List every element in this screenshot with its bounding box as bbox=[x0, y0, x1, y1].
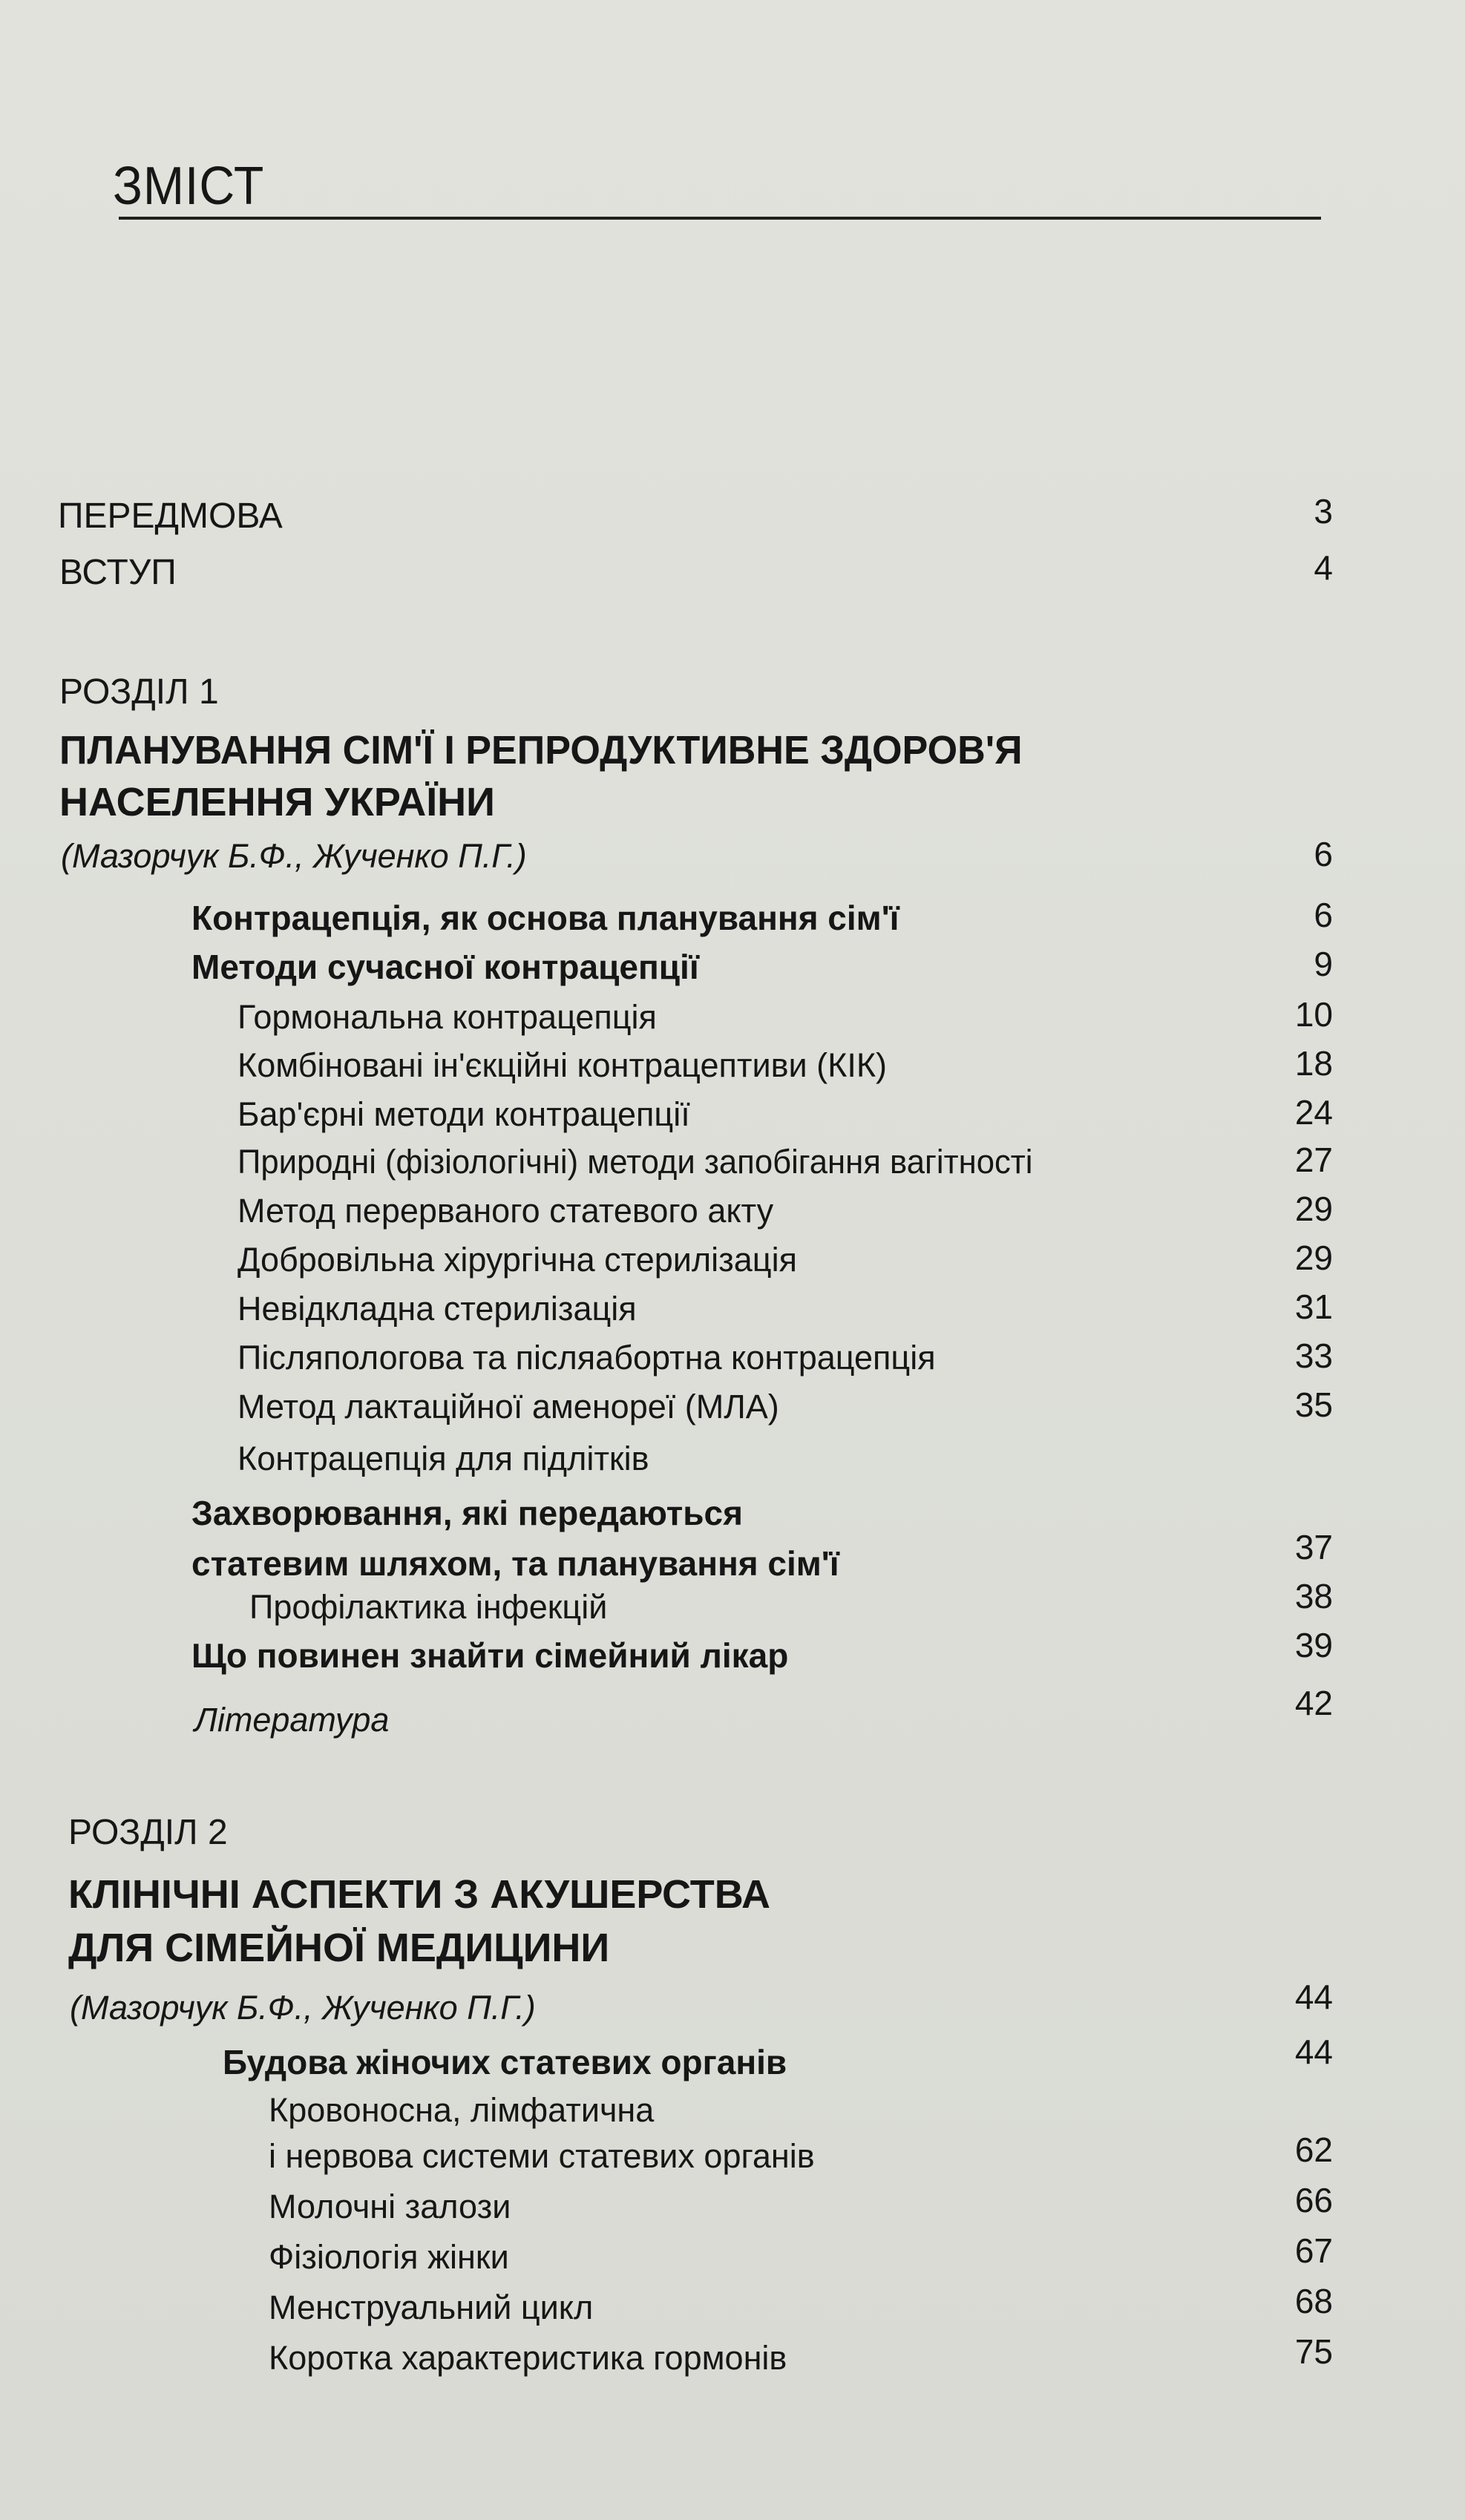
toc-page-number: 29 bbox=[1294, 1190, 1333, 1228]
toc-entry-introduction[interactable] bbox=[59, 552, 177, 593]
chapter-2-title-line2: ДЛЯ СІМЕЙНОЇ МЕДИЦИНИ bbox=[68, 1926, 610, 1970]
toc-page-number: 9 bbox=[1314, 945, 1333, 983]
toc-entry[interactable]: Будова жіночих статевих органів bbox=[223, 2043, 787, 2081]
chapter-2-authors: (Мазорчук Б.Ф., Жученко П.Г.) bbox=[70, 1989, 536, 2027]
toc-page-number: 39 bbox=[1294, 1626, 1333, 1664]
toc-page-number: 6 bbox=[1314, 835, 1333, 873]
toc-entry[interactable]: Профілактика інфекцій bbox=[249, 1588, 608, 1626]
toc-entry[interactable]: Контрацепція, як основа планування сім'ї bbox=[191, 899, 899, 937]
toc-entry[interactable]: Невідкладна стерилізація bbox=[237, 1290, 637, 1328]
chapter-2-label: РОЗДІЛ 2 bbox=[68, 1813, 228, 1852]
toc-page-number: 44 bbox=[1294, 2032, 1333, 2071]
toc-entry[interactable]: і нервова системи статевих органів bbox=[269, 2137, 815, 2175]
toc-page-number: 42 bbox=[1294, 1684, 1333, 1722]
toc-entry[interactable]: Післяпологова та післяабортна контрацепція bbox=[237, 1339, 936, 1377]
toc-entry[interactable]: статевим шляхом, та планування сім'ї bbox=[191, 1544, 839, 1583]
toc-entry[interactable]: Захворювання, які передаються bbox=[191, 1494, 743, 1532]
toc-entry[interactable]: Контрацепція для підлітків bbox=[237, 1440, 649, 1477]
toc-page-number: 37 bbox=[1294, 1528, 1333, 1566]
toc-entry[interactable]: Комбіновані ін'єкційні контрацептиви (КІК) bbox=[237, 1046, 888, 1084]
toc-entry-preface[interactable] bbox=[58, 496, 283, 537]
toc-page-number: 29 bbox=[1294, 1238, 1333, 1277]
chapter-1-title-line1 bbox=[59, 727, 1058, 773]
toc-page-number: 4 bbox=[1314, 548, 1333, 587]
toc-page-number: 62 bbox=[1294, 2130, 1333, 2169]
toc-page-number: 75 bbox=[1294, 2332, 1333, 2371]
toc-page-number: 67 bbox=[1294, 2231, 1333, 2270]
toc-entry-label: ПЕРЕДМОВА bbox=[58, 496, 283, 536]
chapter-1-title-text: ПЛАНУВАННЯ СІМ'Ї І РЕПРОДУКТИВНЕ ЗДОРОВ'Я bbox=[59, 728, 1023, 772]
chapter-1-title-line2: НАСЕЛЕННЯ УКРАЇНИ bbox=[59, 780, 495, 824]
toc-entry-literature[interactable]: Література bbox=[194, 1701, 390, 1739]
toc-entry[interactable]: Що повинен знайти сімейний лікар bbox=[191, 1636, 789, 1675]
toc-entry[interactable]: Кровоносна, лімфатична bbox=[269, 2091, 655, 2129]
page-title: ЗМІСТ bbox=[113, 157, 265, 216]
toc-page-number: 68 bbox=[1294, 2282, 1333, 2320]
toc-page-number: 33 bbox=[1294, 1336, 1333, 1375]
toc-page-number: 27 bbox=[1294, 1141, 1333, 1179]
toc-page-number: 10 bbox=[1294, 995, 1333, 1034]
toc-entry[interactable]: Молочні залози bbox=[269, 2188, 511, 2225]
chapter-1-label: РОЗДІЛ 1 bbox=[59, 672, 219, 712]
chapter-1-authors: (Мазорчук Б.Ф., Жученко П.Г.) bbox=[61, 837, 527, 875]
toc-page-number: 3 bbox=[1314, 492, 1333, 531]
toc-entry[interactable]: Коротка характеристика гормонів bbox=[269, 2339, 787, 2377]
toc-entry[interactable]: Методи сучасної контрацепції bbox=[191, 948, 699, 986]
toc-page-number: 35 bbox=[1294, 1385, 1333, 1424]
toc-page-number: 31 bbox=[1294, 1287, 1333, 1326]
toc-entry[interactable]: Менструальний цикл bbox=[269, 2288, 594, 2326]
toc-page-number: 6 bbox=[1314, 896, 1333, 934]
toc-entry[interactable]: Бар'єрні методи контрацепції bbox=[237, 1095, 690, 1133]
toc-page-number: 38 bbox=[1294, 1577, 1333, 1615]
toc-page-number: 66 bbox=[1294, 2181, 1333, 2219]
toc-entry[interactable]: Метод лактаційної аменореї (МЛА) bbox=[237, 1388, 779, 1425]
toc-entry[interactable]: Метод перерваного статевого акту bbox=[237, 1192, 774, 1230]
toc-entry[interactable]: Фізіологія жінки bbox=[269, 2238, 509, 2276]
toc-page-number: 18 bbox=[1294, 1044, 1333, 1083]
toc-page-number: 24 bbox=[1294, 1093, 1333, 1132]
chapter-2-title-line1: КЛІНІЧНІ АСПЕКТИ З АКУШЕРСТВА bbox=[68, 1872, 771, 1917]
toc-entry-label: Природні (фізіологічні) методи запобігання вагітності bbox=[237, 1143, 1033, 1181]
toc-page-number: 44 bbox=[1294, 1978, 1333, 2016]
toc-entry[interactable] bbox=[237, 1143, 1058, 1181]
toc-entry[interactable]: Добровільна хірургічна стерилізація bbox=[237, 1241, 797, 1279]
toc-entry[interactable]: Гормональна контрацепція bbox=[237, 998, 657, 1036]
toc-entry-label: ВСТУП bbox=[59, 553, 177, 592]
